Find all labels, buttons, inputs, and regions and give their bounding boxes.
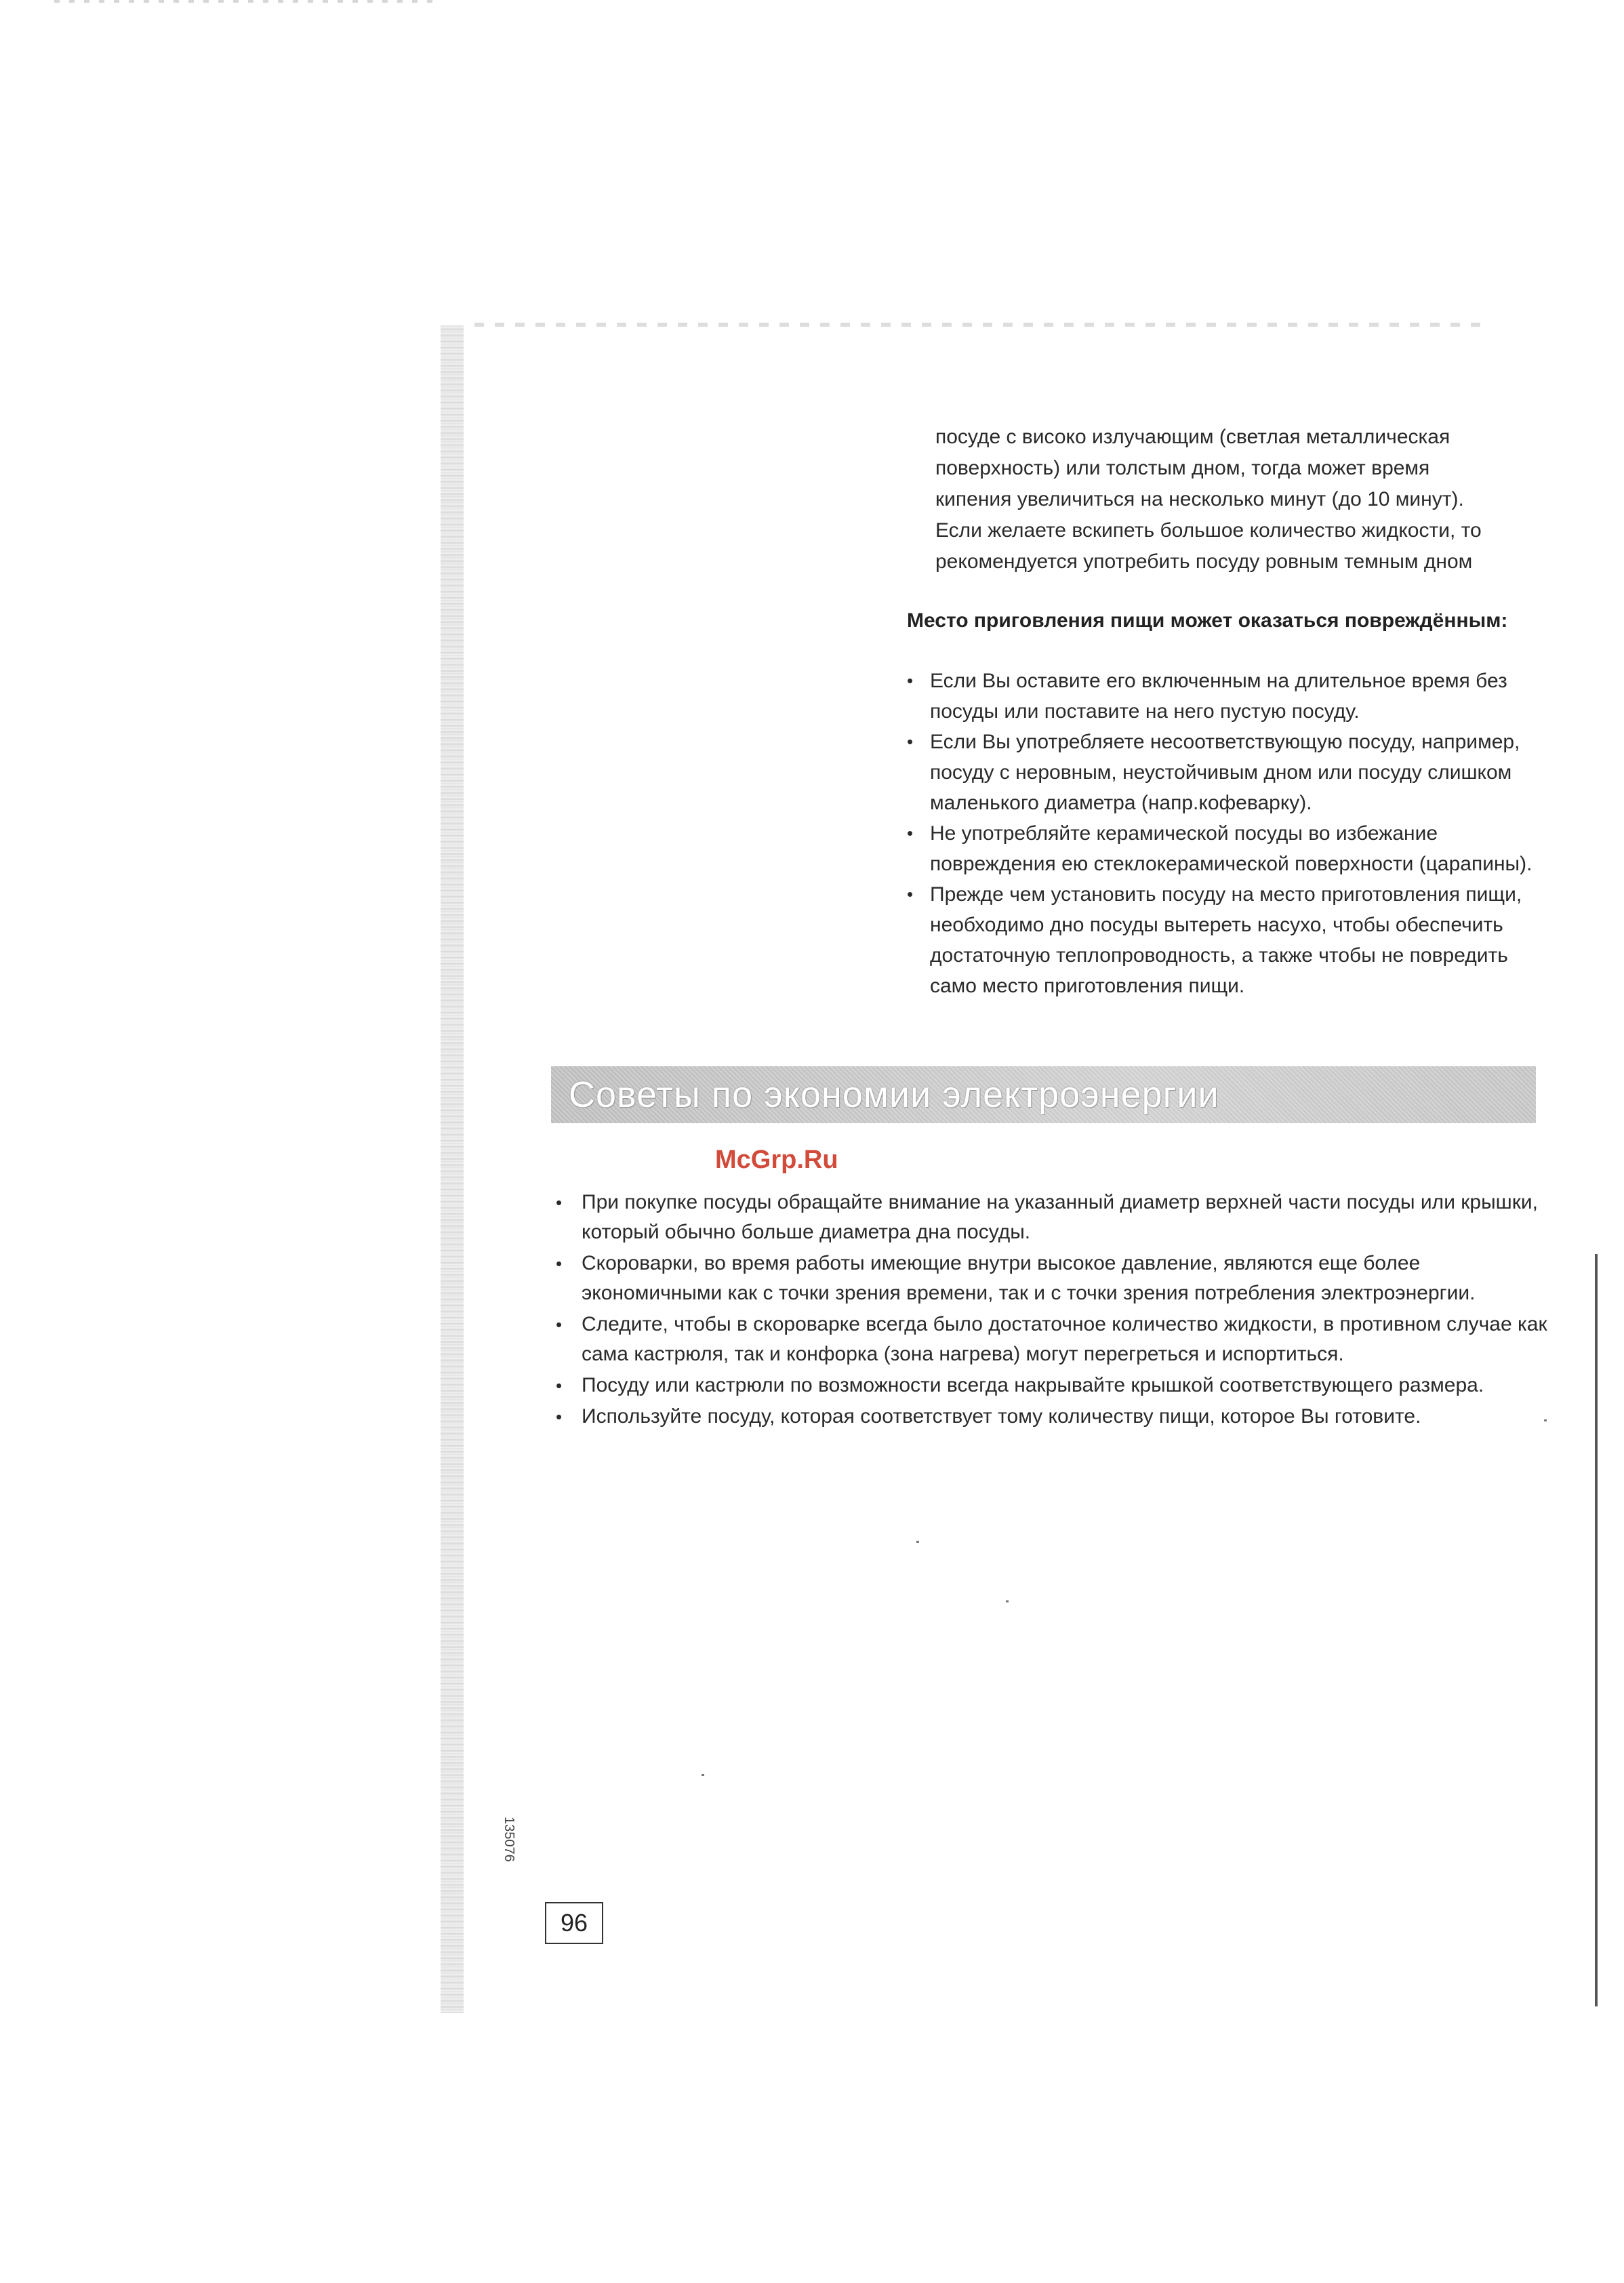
intro-line: поверхность) или толстым дном, тогда может время xyxy=(935,457,1430,479)
damage-list-item: • Прежде чем установить посуду на место приготовления пищи, необходимо дно посуды вытереть насухо, чтобы обеспечить достаточную теплопроводность, а также чтобы не повредить само место приготовления пищи. xyxy=(907,879,1558,1001)
damage-list-item: • Не употребляйте керамической посуды во избежание повреждения ею стеклокерамической поверхности (царапины). xyxy=(907,818,1558,879)
watermark: McGrp.Ru xyxy=(715,1146,838,1174)
scan-artifact-top-edge xyxy=(474,323,1491,327)
damage-section-heading: Место приговления пищи может оказаться повреждённым: xyxy=(907,609,1508,632)
scan-speck xyxy=(1006,1600,1009,1602)
scan-speck xyxy=(702,1774,704,1776)
energy-tip-item: • Скороварки, во время работы имеющие внутри высокое давление, являются еще более экономичными как с точки зрения времени, так и с точки зрения потребления электроэнергии. xyxy=(556,1249,1552,1308)
energy-tip-item: • Посуду или кастрюли по возможности всегда накрывайте крышкой соответствующего размера. xyxy=(556,1371,1552,1400)
intro-line: кипения увеличиться на несколько минут (до 10 минут). xyxy=(935,488,1464,510)
energy-tips-list xyxy=(556,1188,1552,1433)
scan-speck xyxy=(1544,1419,1547,1421)
energy-tip-item: • Следите, чтобы в скороварке всегда было достаточное количество жидкости, в противном случае как сама кастрюля, так и конфорка (зона нагрева) могут перегреться и испортиться. xyxy=(556,1310,1552,1369)
intro-line: рекомендуется употребить посуду ровным темным дном xyxy=(935,550,1473,573)
intro-line: посуде с високо излучающим (светлая металлическая xyxy=(935,426,1450,448)
damage-list-item: • Если Вы употребляете несоответствующую посуду, например, посуду с неровным, неустойчивым дном или посуду слишком маленького диаметра (напр.кофеварку). xyxy=(907,727,1558,818)
damage-list xyxy=(907,666,1558,1001)
intro-paragraph xyxy=(935,422,1545,578)
energy-tip-item: • Используйте посуду, которая соответствует тому количеству пищи, которое Вы готовите. xyxy=(556,1402,1552,1432)
energy-section-banner xyxy=(551,1066,1536,1123)
energy-tip-item: • При покупке посуды обращайте внимание на указанный диаметр верхней части посуды или крышки, который обычно больше диаметра дна посуды. xyxy=(556,1188,1552,1247)
page-number: 96 xyxy=(545,1902,603,1944)
scan-artifact-right-edge xyxy=(1595,1254,1598,2006)
intro-line: Если желаете вскипеть большое количество жидкости, то xyxy=(935,519,1482,542)
scan-artifact-top-corner xyxy=(54,0,434,3)
scan-artifact-left-edge xyxy=(441,325,464,2013)
damage-list-item: • Если Вы оставите его включенным на длительное время без посуды или поставите на него пустую посуду. xyxy=(907,666,1558,727)
scan-speck xyxy=(916,1541,919,1543)
energy-section-title: Советы по экономии электроэнергии xyxy=(569,1074,1219,1115)
document-code: 135076 xyxy=(502,1817,516,1862)
